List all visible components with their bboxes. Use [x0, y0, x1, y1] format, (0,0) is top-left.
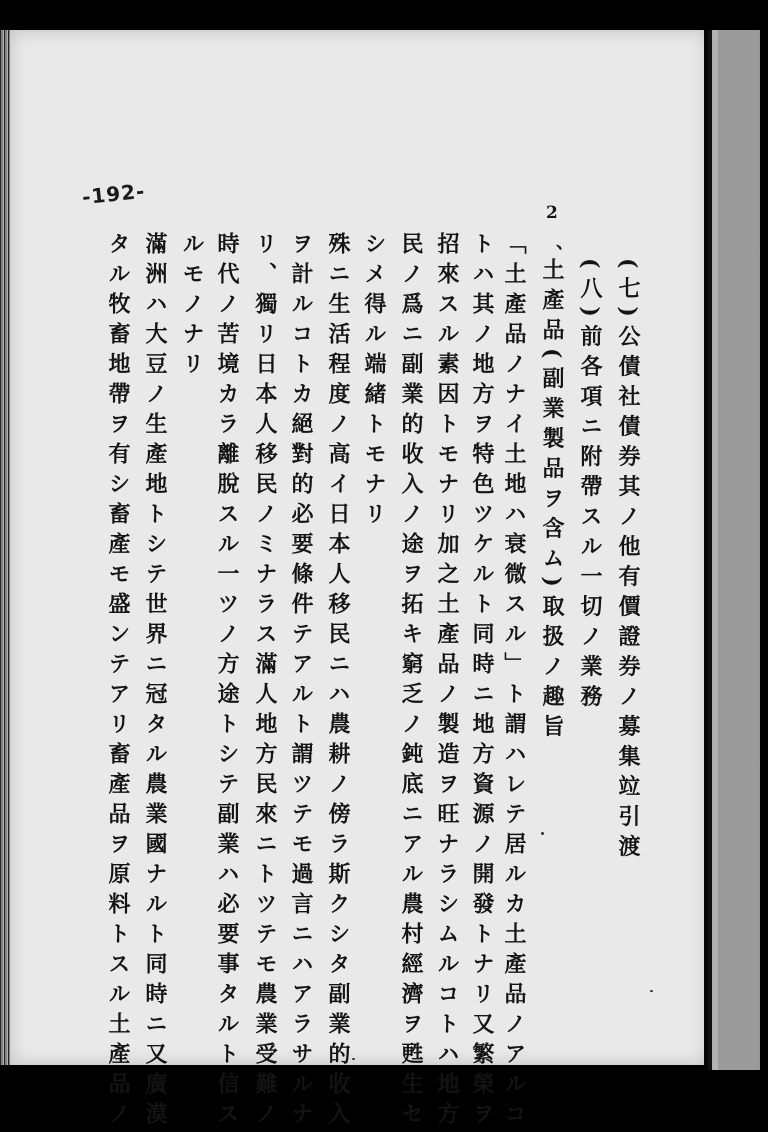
text-column: ルモノナリ — [179, 232, 205, 382]
text-column: 殊ニ生活程度ノ高イ日本人移民ニハ農耕ノ傍ラ斯クシタ副業的收入 — [325, 232, 351, 1132]
page-number: -192- — [80, 178, 147, 210]
text-column: 土產品(副業製品ヲ含ム)取扱ノ趣旨 — [539, 258, 565, 745]
text-column: ヲ計ルコトカ絕對的必要條件テアルト謂ツテモ過言ニハアラサルナ — [288, 232, 314, 1132]
text-column: (七)公債社債券其ノ他有價證券ノ募集竝引渡 — [615, 258, 641, 865]
next-page-edge — [712, 30, 760, 1070]
section-mark: 、 — [556, 232, 574, 253]
text-column: 「土產品ノナイ土地ハ衰微スル」ト謂ハレテ居ルカ土產品ノアルコ — [501, 232, 527, 1132]
text-column: トハ其ノ地方ヲ特色ツケルト同時ニ地方資源ノ開發トナリ又繁榮ヲ — [469, 232, 495, 1132]
text-column: タル牧畜地帶ヲ有シ畜產モ盛ンテアリ畜產品ヲ原料トスル土產品ノ — [105, 232, 131, 1132]
text-column: 招來スル素因トモナリ加之土產品ノ製造ヲ旺ナラシムルコトハ地方 — [434, 232, 460, 1132]
scan-speck — [541, 832, 544, 835]
text-column: (八)前各項ニ附帶スル一切ノ業務 — [577, 258, 603, 715]
scan-speck — [352, 1058, 355, 1060]
scan-speck — [650, 990, 653, 992]
text-column: 滿洲ハ大豆ノ生產地トシテ世界ニ冠タル農業國ナルト同時ニ又廣漠 — [142, 232, 168, 1132]
section-number: 2 — [546, 203, 558, 223]
text-column: 時代ノ苦境カラ離脫スル一ツノ方途トシテ副業ハ必要事タルト信ス — [214, 232, 240, 1132]
text-column: 民ノ爲ニ副業的收入ノ途ヲ拓キ窮乏ノ鈍底ニアル農村經濟ヲ甦生セ — [398, 232, 424, 1132]
text-column: シメ得ル端緒トモナリ — [361, 232, 387, 532]
text-column: リ、獨リ日本人移民ノミナラス滿人地方民來ニトツテモ農業受難ノ — [252, 232, 278, 1132]
